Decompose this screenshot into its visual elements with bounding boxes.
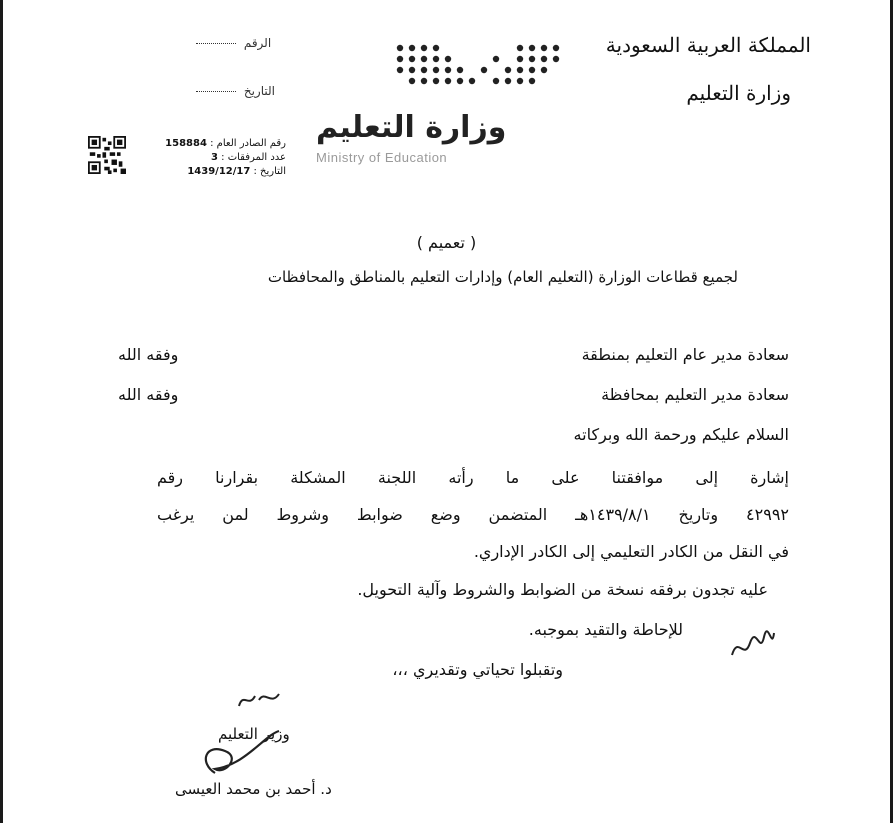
signature-title: وزير التعليم	[218, 725, 290, 743]
meta-date-value: 1439/12/17	[187, 166, 251, 177]
attachments-value: 3	[211, 152, 218, 163]
signature-mark-top	[235, 688, 285, 710]
subject-title: ( تعميم )	[416, 233, 477, 252]
body-line-2: ٤٢٩٩٢ وتاريخ ١٤٣٩/٨/١هـ المتضمن وضع ضوابط وشروط لمن يرغب	[157, 505, 789, 524]
left-border	[0, 0, 3, 823]
number-field	[196, 36, 271, 50]
date-label: التاريخ	[243, 84, 275, 98]
subject-audience: لجميع قطاعات الوزارة (التعليم العام) وإدارات التعليم بالمناطق والمحافظات	[267, 268, 738, 286]
signature-name: د. أحمد بن محمد العيسى	[175, 780, 332, 798]
ministry-name: وزارة التعليم	[686, 81, 791, 105]
attachments-row	[136, 151, 286, 165]
body-line-4: عليه تجدون برفقه نسخة من الضوابط والشروط وآلية التحويل.	[357, 580, 768, 599]
number-label: الرقم	[243, 36, 272, 50]
meta-date-row	[136, 165, 286, 179]
outgoing-number-value: 158884	[165, 138, 207, 149]
greeting: السلام عليكم ورحمة الله وبركاته	[573, 425, 789, 444]
logo-english: Ministry of Education	[316, 150, 448, 165]
logo-arabic: وزارة التعليم	[316, 110, 507, 145]
addressee-2-closing: وفقه الله	[118, 385, 179, 404]
attachments-label: عدد المرفقات :	[221, 152, 286, 163]
ministry-logo-icon	[390, 40, 570, 88]
body-line-1: إشارة إلى موافقتنا على ما رأته اللجنة المشكلة بقرارنا رقم	[157, 468, 789, 487]
kingdom-name: المملكة العربية السعودية	[605, 33, 811, 57]
outgoing-number-label: رقم الصادر العام :	[210, 138, 286, 149]
body-closing: وتقبلوا تحياتي وتقديري ،،،	[392, 660, 563, 679]
meta-block	[136, 137, 286, 179]
date-field	[196, 84, 275, 98]
body-line-5: للإحاطة والتقيد بموجبه.	[528, 620, 683, 639]
body-line-3: في النقل من الكادر التعليمي إلى الكادر الإداري.	[473, 542, 789, 561]
addressee-1-label: سعادة مدير عام التعليم بمنطقة	[581, 345, 789, 364]
addressee-2-label: سعادة مدير التعليم بمحافظة	[601, 385, 789, 404]
signature-scribble	[195, 725, 285, 783]
meta-date-label: التاريخ :	[253, 166, 286, 177]
addressee-1-closing: وفقه الله	[118, 345, 179, 364]
qr-code-icon	[88, 136, 126, 174]
outgoing-number-row	[136, 137, 286, 151]
handwritten-initial	[728, 625, 776, 665]
